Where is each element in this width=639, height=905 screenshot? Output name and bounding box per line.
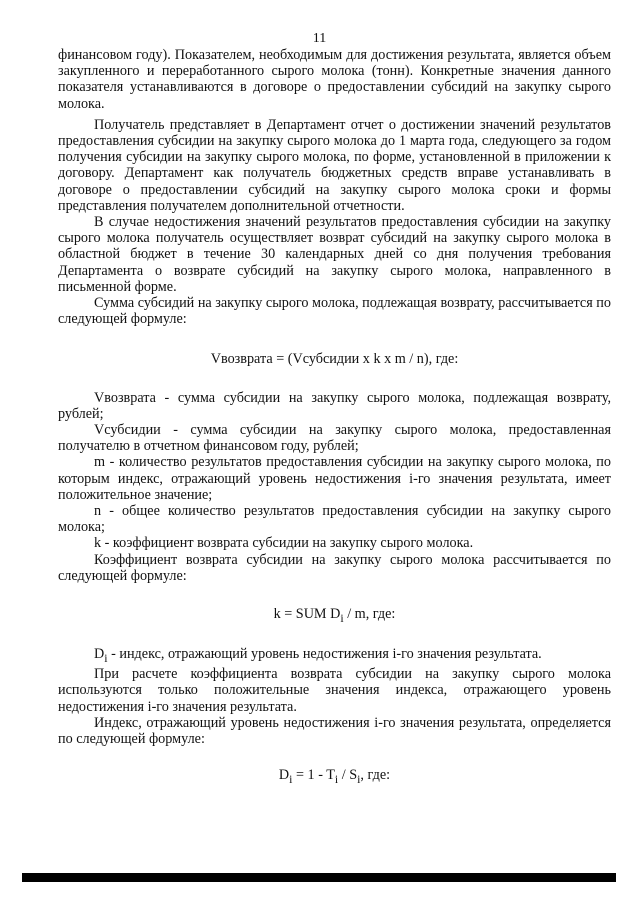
definition-di: $D_i$ - индекс, отражающий уровень недостижения i-го значения результата. bbox=[94, 646, 542, 665]
scan-bottom-bar bbox=[22, 873, 616, 882]
formula-coefficient: k = SUM $D_i$ / m, где: bbox=[273, 606, 396, 625]
page-number: 11 bbox=[312, 31, 327, 46]
definition-k: k - коэффициент возврата субсидии на закупку сырого молока. bbox=[94, 535, 474, 552]
definition-v-subsidy: Vсубсидии - сумма субсидии на закупку сырого молока, предоставленная получателю в отчетном финансовом году, рублей; bbox=[58, 422, 611, 455]
definition-v-return: Vвозврата - сумма субсидии на закупку сырого молока, подлежащая возврату, рублей; bbox=[58, 389, 611, 422]
paragraph: В случае недостижения значений результатов предоставления субсидии на закупку сырого молока получатель осуществляет возврат субсидий на закупку сырого молока в областной бюджет в течение 30 календарных дней со дня получения требования Департамента о возврате субсидий на закупку сырого молока, направленного в письменной форме. bbox=[58, 214, 611, 295]
paragraph: Получатель представляет в Департамент отчет о достижении значений результатов предоставления субсидии на закупку сырого молока до 1 марта года, следующего за годом получения субсидии на закупку сырого молока, по форме, установленной в приложении к договору. Департамент как получатель бюджетных средств вправе устанавливать в договоре о предоставлении субсидий на закупку сырого молока сроки и формы представления получателем дополнительной отчетности. bbox=[58, 116, 611, 214]
paragraph: Коэффициент возврата субсидии на закупку сырого молока рассчитывается по следующей формуле: bbox=[58, 551, 611, 584]
document-body bbox=[58, 47, 611, 787]
paragraph: Индекс, отражающий уровень недостижения i-го значения результата, определяется по следующей формуле: bbox=[58, 714, 611, 747]
paragraph: При расчете коэффициента возврата субсидии на закупку сырого молока используются только положительные значения индекса, отражающего уровень недостижения i-го значения результата. bbox=[58, 666, 611, 715]
definition-m: m - количество результатов предоставления субсидии на закупку сырого молока, по которым индекс, отражающий уровень недостижения i-го значения результата, имеет положительное значение; bbox=[58, 454, 611, 503]
paragraph: финансовом году). Показателем, необходимым для достижения результата, является объем закупленного и переработанного сырого молока (тонн). Конкретные значения данного показателя устанавливаются в договоре о предоставлении субсидий на закупку сырого молока. bbox=[58, 47, 611, 112]
paragraph: Сумма субсидий на закупку сырого молока, подлежащая возврату, рассчитывается по следующей формуле: bbox=[58, 295, 611, 328]
formula-return-amount: Vвозврата = (Vсубсидии x k x m / n), где: bbox=[210, 351, 459, 368]
formula-index: $D_i = 1 - T_i / S_i$, где: bbox=[278, 767, 391, 786]
definition-n: n - общее количество результатов предоставления субсидии на закупку сырого молока; bbox=[58, 503, 611, 536]
